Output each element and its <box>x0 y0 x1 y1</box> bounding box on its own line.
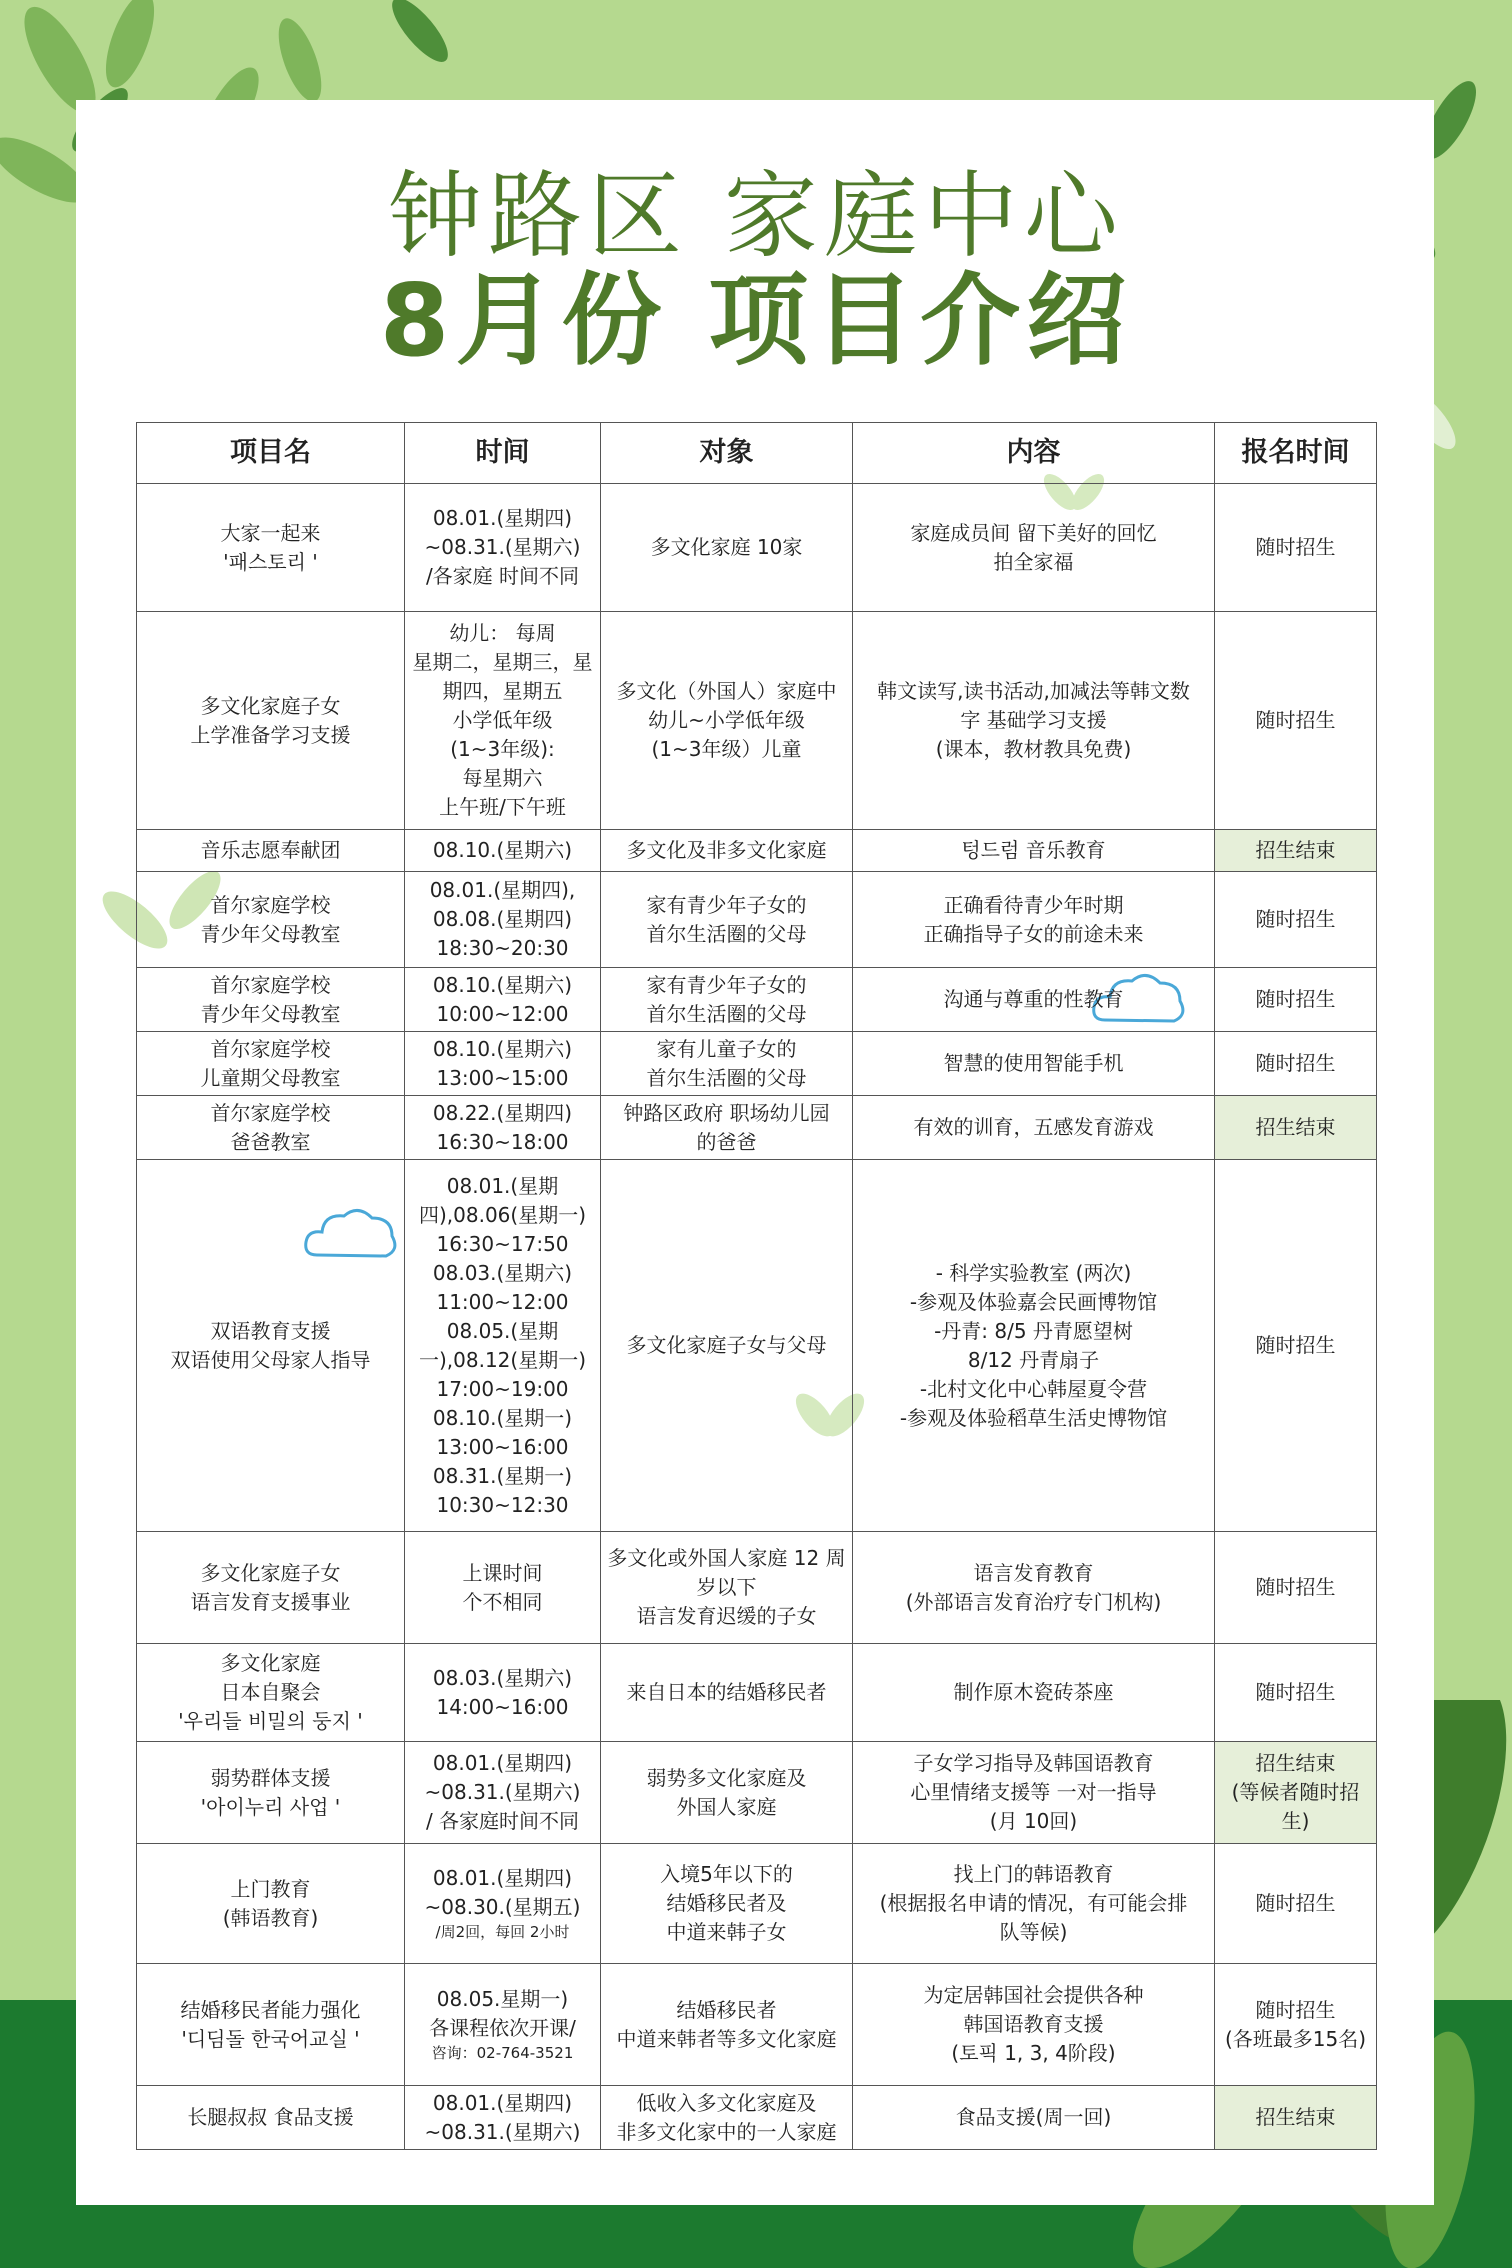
cell-line: 多文化家庭 <box>220 1651 321 1675</box>
cell-line: 语言发育教育 <box>973 1560 1094 1585</box>
cell-line: 08.01.(星期四) <box>432 1751 573 1775</box>
cell-line: 青少年父母教室 <box>200 1001 341 1026</box>
cell-line: 家有青少年子女的 <box>646 972 807 997</box>
cell-line: /周2回，每回 2小时 <box>435 1922 570 1941</box>
table-row <box>137 1844 1377 1964</box>
cell-line: 17:00~19:00 <box>436 1376 569 1401</box>
program-name-cell <box>137 484 405 612</box>
program-time-cell <box>405 1742 601 1844</box>
cell-line: 入境5年以下的 <box>660 1862 793 1886</box>
cell-line: 咨询：02-764-3521 <box>431 2043 574 2062</box>
cell-line: 08.01.(星期四) <box>432 1865 573 1890</box>
program-content-cell <box>853 612 1215 830</box>
program-content-cell <box>853 484 1215 612</box>
cell-line: 中道来韩子女 <box>666 1920 787 1944</box>
cell-line: 16:30~17:50 <box>436 1231 569 1256</box>
column-header-target: 对象 <box>601 423 853 484</box>
cell-line: 找上门的韩语教育 <box>953 1862 1114 1886</box>
cell-line: 16:30~18:00 <box>436 1129 569 1154</box>
cell-line: 有效的训育，五感发育游戏 <box>913 1115 1154 1139</box>
cell-line: 结婚移民者 <box>676 1997 777 2022</box>
table-row <box>137 1964 1377 2086</box>
cell-line: 14:00~16:00 <box>436 1694 569 1719</box>
cell-line: 08.10.(星期一) <box>432 1405 573 1430</box>
cell-line: 爸爸教室 <box>230 1129 311 1154</box>
cell-line: 随时招生 <box>1255 1997 1336 2022</box>
cell-line: 08.03.(星期六) <box>432 1665 573 1690</box>
cell-line: 结婚移民者能力强化 <box>180 1997 361 2022</box>
program-target-cell <box>601 484 853 612</box>
table-row <box>137 968 1377 1032</box>
cell-line: 10:00~12:00 <box>436 1001 569 1026</box>
program-signup-cell <box>1215 1844 1377 1964</box>
cell-line: 个不相同 <box>462 1589 543 1614</box>
cell-line: 多文化或外国人家庭 12 周 <box>607 1546 846 1570</box>
cell-line: 08.03.(星期六) <box>432 1260 573 1285</box>
cell-line: 弱势群体支援 <box>210 1765 331 1790</box>
program-target-cell <box>601 1032 853 1096</box>
program-content-cell <box>853 1742 1215 1844</box>
cell-line: 低收入多文化家庭及 <box>636 2090 817 2115</box>
cell-line: (1~3年级): <box>450 737 555 761</box>
column-header-content: 内容 <box>853 423 1215 484</box>
program-signup-cell <box>1215 1742 1377 1844</box>
cell-line: 幼儿： 每周 <box>449 621 556 645</box>
cell-line: 上学准备学习支援 <box>190 722 351 747</box>
cell-line: 双语使用父母家人指导 <box>170 1347 371 1372</box>
table-header-row <box>137 423 1377 484</box>
program-time-cell <box>405 1160 601 1532</box>
cell-line: 多文化家庭子女 <box>200 1560 341 1585</box>
cell-line: 随时招生 <box>1255 1333 1336 1357</box>
cell-line: 音乐志愿奉献团 <box>200 838 341 862</box>
program-target-cell <box>601 1532 853 1644</box>
cell-line: 家有儿童子女的 <box>656 1036 797 1061</box>
cell-line: 一),08.12(星期一) <box>418 1347 587 1372</box>
cell-line: 弱势多文化家庭及 <box>646 1765 807 1790</box>
cell-line: 语言发育支援事业 <box>190 1589 351 1614</box>
table-row <box>137 1160 1377 1532</box>
cell-line: 10:30~12:30 <box>436 1492 569 1517</box>
cell-line: 正确看待青少年时期 <box>943 892 1124 917</box>
cell-line: 上门教育 <box>230 1876 311 1901</box>
cell-line: 首尔生活圈的父母 <box>646 921 807 946</box>
cell-line: 08.05.星期一) <box>436 1986 569 2011</box>
program-content-cell <box>853 1644 1215 1742</box>
program-signup-cell <box>1215 1160 1377 1532</box>
cell-line: 招生结束 <box>1255 1115 1336 1139</box>
cell-line: 上课时间 <box>462 1560 543 1585</box>
cell-line: (韩语教育) <box>222 1905 319 1930</box>
cell-line: / 各家庭时间不同 <box>425 1809 580 1833</box>
program-content-cell <box>853 1844 1215 1964</box>
cell-line: 首尔家庭学校 <box>210 1036 331 1061</box>
cell-line: 首尔生活圈的父母 <box>646 1065 807 1090</box>
program-time-cell <box>405 968 601 1032</box>
cell-line: 随时招生 <box>1255 1051 1336 1075</box>
table-row <box>137 2086 1377 2150</box>
cell-line: 随时招生 <box>1255 987 1336 1011</box>
cell-line: (根据报名申请的情况，有可能会排 <box>879 1891 1188 1915</box>
cell-line: 日本自聚会 <box>220 1680 321 1704</box>
program-name-cell <box>137 968 405 1032</box>
cell-line: ~08.31.(星期六) <box>424 1780 581 1804</box>
cell-line: 08.31.(星期一) <box>432 1463 573 1488</box>
cell-line: 多文化家庭子女 <box>200 693 341 718</box>
cell-line: 08.08.(星期四) <box>432 907 573 931</box>
program-time-cell <box>405 484 601 612</box>
cell-line: 首尔家庭学校 <box>210 892 331 917</box>
program-name-cell <box>137 1160 405 1532</box>
table-row <box>137 1032 1377 1096</box>
cell-line: 08.01.(星期四) <box>432 506 573 530</box>
cell-line: 的爸爸 <box>696 1129 757 1154</box>
cell-line: - 科学实验教室 (两次) <box>935 1260 1132 1285</box>
program-signup-cell <box>1215 872 1377 968</box>
cell-line: (月 10回) <box>989 1809 1078 1833</box>
program-time-cell <box>405 830 601 872</box>
cell-line: 家庭成员间 留下美好的回忆 <box>910 520 1157 545</box>
cell-line: 队等候) <box>999 1920 1068 1944</box>
cell-line: 中道来韩者等多文化家庭 <box>616 2026 837 2051</box>
program-name-cell <box>137 1532 405 1644</box>
cell-line: 为定居韩国社会提供各种 <box>923 1983 1144 2007</box>
program-time-cell <box>405 1532 601 1644</box>
cell-line: 大家一起来 <box>220 520 321 545</box>
program-name-cell <box>137 1844 405 1964</box>
cell-line: '우리들 비밀의 둥지 ' <box>178 1709 363 1733</box>
program-name-cell <box>137 1096 405 1160</box>
cell-line: (课本，教材教具免费) <box>935 737 1132 761</box>
program-target-cell <box>601 1644 853 1742</box>
cell-line: 08.10.(星期六) <box>432 972 573 997</box>
program-signup-cell <box>1215 612 1377 830</box>
cell-line: 生) <box>1281 1809 1310 1833</box>
table-row <box>137 872 1377 968</box>
table-row <box>137 612 1377 830</box>
program-name-cell <box>137 1032 405 1096</box>
cell-line: 08.01.(星期四) <box>432 2090 573 2115</box>
cell-line: 青少年父母教室 <box>200 921 341 946</box>
cell-line: 韩国语教育支援 <box>963 2012 1104 2036</box>
program-name-cell <box>137 1742 405 1844</box>
cell-line: 家有青少年子女的 <box>646 892 807 917</box>
cell-line: (外部语言发育治疗专门机构) <box>905 1589 1162 1614</box>
program-signup-cell <box>1215 1644 1377 1742</box>
cell-line: /各家庭 时间不同 <box>425 564 580 588</box>
program-target-cell <box>601 2086 853 2150</box>
cell-line: 岁以下 <box>696 1575 757 1599</box>
cell-line: 期四，星期五 <box>442 679 563 703</box>
cell-line: 星期二，星期三，星 <box>412 650 593 674</box>
cell-line: 每星期六 <box>462 766 543 790</box>
program-signup-cell <box>1215 2086 1377 2150</box>
program-table <box>136 422 1377 2150</box>
cell-line: ~08.31.(星期六) <box>424 535 581 559</box>
cell-line: 随时招生 <box>1255 1891 1336 1915</box>
program-target-cell <box>601 1096 853 1160</box>
program-name-cell <box>137 1964 405 2086</box>
cell-line: (等候者随时招 <box>1231 1780 1360 1804</box>
program-target-cell <box>601 612 853 830</box>
cell-line: 子女学习指导及韩国语教育 <box>913 1751 1154 1775</box>
cell-line: 8/12 丹青扇子 <box>967 1347 1100 1372</box>
cell-line: 智慧的使用智能手机 <box>943 1051 1124 1075</box>
cell-line: 制作原木瓷砖茶座 <box>953 1680 1114 1704</box>
cell-line: 韩文读写,读书活动,加减法等韩文数 <box>877 679 1190 703</box>
program-time-cell <box>405 1844 601 1964</box>
program-time-cell <box>405 1644 601 1742</box>
table-row <box>137 484 1377 612</box>
program-time-cell <box>405 2086 601 2150</box>
table-row <box>137 1644 1377 1742</box>
cell-line: -参观及体验嘉会民画博物馆 <box>909 1289 1158 1314</box>
program-content-cell <box>853 1032 1215 1096</box>
cell-line: (토픽 1, 3, 4阶段) <box>951 2041 1116 2065</box>
cell-line: 各课程依次开课/ <box>429 2015 576 2040</box>
program-name-cell <box>137 612 405 830</box>
cell-line: 正确指导子女的前途未来 <box>923 921 1144 946</box>
program-target-cell <box>601 968 853 1032</box>
program-time-cell <box>405 1964 601 2086</box>
program-signup-cell <box>1215 1532 1377 1644</box>
cell-line: (1~3年级）儿童 <box>651 737 802 761</box>
cell-line: '디딤돌 한국어교실 ' <box>181 2026 360 2051</box>
cell-line: -丹青: 8/5 丹青愿望树 <box>934 1318 1133 1343</box>
cell-line: 08.01.(星期 <box>446 1173 559 1198</box>
program-signup-cell <box>1215 830 1377 872</box>
cell-line: 钟路区政府 职场幼儿园 <box>623 1100 830 1125</box>
cell-line: 08.22.(星期四) <box>432 1100 573 1125</box>
program-content-cell <box>853 968 1215 1032</box>
program-content-cell <box>853 1160 1215 1532</box>
cell-line: 招生结束 <box>1255 838 1336 862</box>
page-title: 钟路区 家庭中心 <box>388 162 1124 271</box>
cell-line: 小学低年级 <box>452 708 553 732</box>
cell-line: 13:00~16:00 <box>436 1434 569 1459</box>
cell-line: ~08.30.(星期五) <box>424 1894 581 1919</box>
program-content-cell <box>853 830 1215 872</box>
cell-line: 食品支援(周一回) <box>955 2105 1112 2129</box>
program-time-cell <box>405 1032 601 1096</box>
cell-line: 首尔家庭学校 <box>210 1100 331 1125</box>
cell-line: 非多文化家中的一人家庭 <box>616 2119 837 2144</box>
cell-line: 08.05.(星期 <box>446 1318 559 1343</box>
cell-line: 上午班/下午班 <box>439 795 566 819</box>
cell-line: 13:00~15:00 <box>436 1065 569 1090</box>
cell-line: 心里情绪支援等 一对一指导 <box>910 1780 1157 1804</box>
program-content-cell <box>853 1532 1215 1644</box>
program-name-cell <box>137 2086 405 2150</box>
cell-line: '패스토리 ' <box>223 549 318 574</box>
program-target-cell <box>601 1742 853 1844</box>
column-header-name: 项目名 <box>137 423 405 484</box>
program-signup-cell <box>1215 968 1377 1032</box>
program-target-cell <box>601 1160 853 1532</box>
cell-line: 字 基础学习支援 <box>960 708 1107 732</box>
program-target-cell <box>601 1844 853 1964</box>
cell-line: 18:30~20:30 <box>436 936 569 960</box>
cell-line: 多文化及非多文化家庭 <box>626 838 827 862</box>
cell-line: 随时招生 <box>1255 1575 1336 1599</box>
cell-line: (各班最多15名) <box>1224 2026 1367 2051</box>
cell-line: 随时招生 <box>1255 907 1336 931</box>
program-content-cell <box>853 1096 1215 1160</box>
cell-line: 08.10.(星期六) <box>432 1036 573 1061</box>
program-signup-cell <box>1215 1096 1377 1160</box>
program-target-cell <box>601 830 853 872</box>
cell-line: 텅드럼 音乐教育 <box>961 838 1106 862</box>
table-row <box>137 830 1377 872</box>
cell-line: 11:00~12:00 <box>436 1289 569 1314</box>
cell-line: 多文化家庭 10家 <box>650 535 803 559</box>
cell-line: 儿童期父母教室 <box>200 1065 341 1090</box>
cell-line: 08.01.(星期四), <box>429 878 576 902</box>
cell-line: 结婚移民者及 <box>666 1891 787 1915</box>
program-target-cell <box>601 872 853 968</box>
cell-line: 首尔生活圈的父母 <box>646 1001 807 1026</box>
cell-line: 多文化家庭子女与父母 <box>626 1333 827 1357</box>
cell-line: 随时招生 <box>1255 708 1336 732</box>
column-header-time: 时间 <box>405 423 601 484</box>
cell-line: -参观及体验稻草生活史博物馆 <box>899 1405 1168 1430</box>
program-time-cell <box>405 872 601 968</box>
cell-line: 随时招生 <box>1255 535 1336 559</box>
cell-line: 随时招生 <box>1255 1680 1336 1704</box>
cell-line: 沟通与尊重的性教育 <box>943 987 1124 1011</box>
cell-line: 语言发育迟缓的子女 <box>636 1604 817 1628</box>
cell-line: ~08.31.(星期六) <box>424 2119 581 2144</box>
cell-line: 多文化（外国人）家庭中 <box>616 679 837 703</box>
program-signup-cell <box>1215 1964 1377 2086</box>
cell-line: -北村文化中心韩屋夏令营 <box>919 1376 1148 1401</box>
cell-line: 四),08.06(星期一) <box>418 1202 587 1227</box>
cell-line: 外国人家庭 <box>676 1794 777 1819</box>
page-subtitle: 8月份 项目介绍 <box>379 262 1133 379</box>
program-name-cell <box>137 872 405 968</box>
cell-line: 08.10.(星期六) <box>432 838 573 862</box>
cell-line: 来自日本的结婚移民者 <box>626 1680 827 1704</box>
program-name-cell <box>137 830 405 872</box>
program-time-cell <box>405 612 601 830</box>
cell-line: 招生结束 <box>1255 2105 1336 2129</box>
program-content-cell <box>853 1964 1215 2086</box>
program-time-cell <box>405 1096 601 1160</box>
table-row <box>137 1742 1377 1844</box>
cell-line: 幼儿~小学低年级 <box>648 708 805 732</box>
cell-line: 长腿叔叔 食品支援 <box>187 2105 354 2129</box>
column-header-signup: 报名时间 <box>1215 423 1377 484</box>
cell-line: '아이누리 사업 ' <box>200 1794 341 1819</box>
program-target-cell <box>601 1964 853 2086</box>
cell-line: 首尔家庭学校 <box>210 972 331 997</box>
cell-line: 招生结束 <box>1255 1751 1336 1775</box>
table-row <box>137 1532 1377 1644</box>
program-name-cell <box>137 1644 405 1742</box>
program-signup-cell <box>1215 1032 1377 1096</box>
table-row <box>137 1096 1377 1160</box>
program-content-cell <box>853 872 1215 968</box>
program-content-cell <box>853 2086 1215 2150</box>
program-signup-cell <box>1215 484 1377 612</box>
cell-line: 双语教育支援 <box>210 1318 331 1343</box>
cell-line: 拍全家福 <box>993 549 1074 574</box>
